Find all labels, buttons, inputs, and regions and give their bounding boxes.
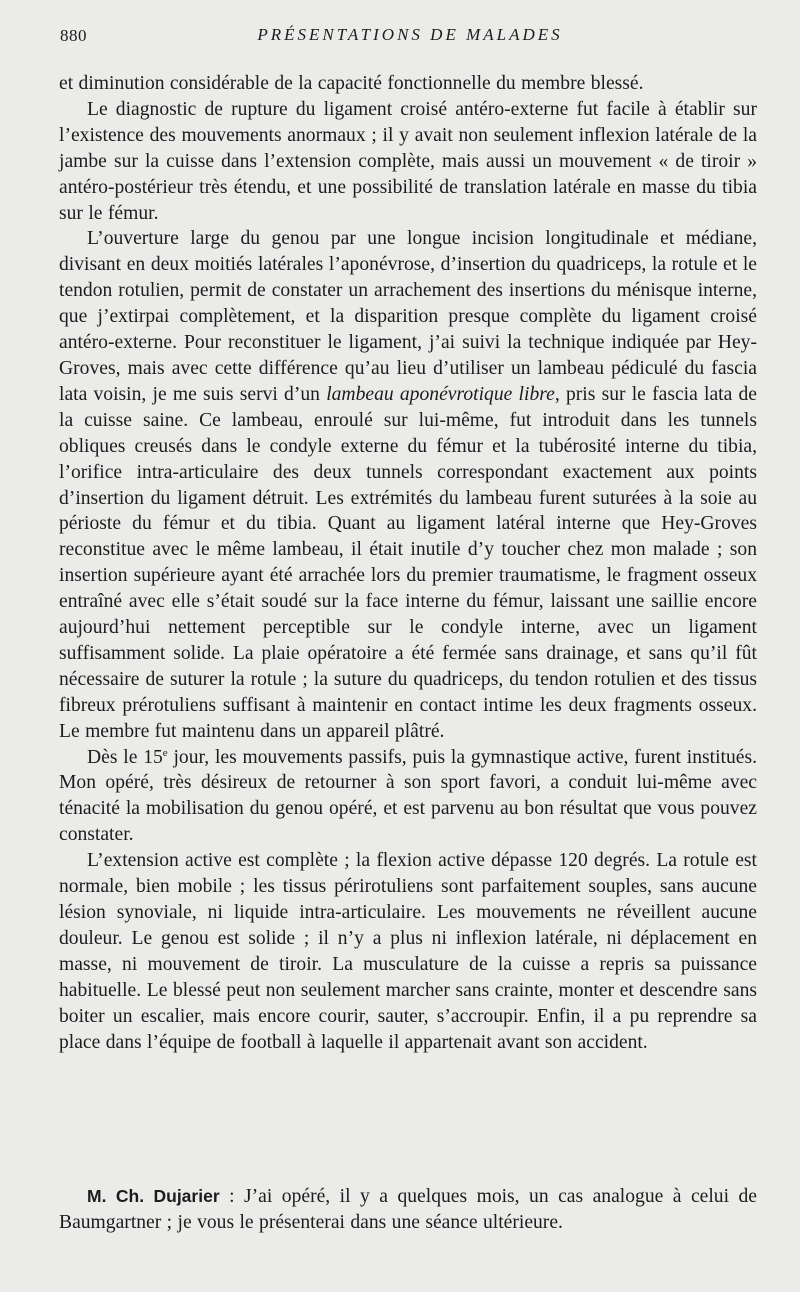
paragraph-rehabilitation (59, 745, 757, 849)
comment-text: : J’ai opéré, il y a quelques mois, un cas analogue à celui de Baumgartner ; je vous le présenterai dans une séance ultérieure. (59, 1186, 757, 1233)
ordinal-superscript: e (162, 746, 168, 759)
paragraph-continuation: et diminution considérable de la capacité fonctionnelle du membre blessé. (59, 73, 644, 94)
paragraph-result: L’extension active est complète ; la flexion active dépasse 120 degrés. La rotule est normale, bien mobile ; les tissus périrotuliens sont parfaitement souples, sans aucune lésion synoviale, ni liquide intra-articulaire. Les mouvements ne réveillent aucune douleur. Le genou est solide ; il n’y a plus ni inflexion latérale, ni déplacement en masse, ni mouvement de tiroir. La musculature de la cuisse a repris sa puissance habituelle. Le blessé peut non seulement marcher sans crainte, monter et descendre sans boiter un escalier, mais encore courir, sauter, s’accroupir. Enfin, il a pu reprendre sa place dans l’équipe de football à laquelle il appartenait avant son accident. (59, 850, 757, 1053)
paragraph-diagnostic: Le diagnostic de rupture du ligament croisé antéro-externe fut facile à établir sur l’existence des mouvements anormaux ; il y avait non seulement inflexion latérale de la jambe sur la cuisse dans l’extension complète, mais aussi un mouvement « de tiroir » antéro-postérieur très étendu, et une possibilité de translation latérale en masse du tibia sur le fémur. (59, 98, 757, 224)
body-text (59, 71, 757, 1055)
paragraph-operation-text-b: , pris sur le fascia lata de la cuisse saine. Ce lambeau, enroulé sur lui-même, fut introduit dans les tunnels obliques creusés dans le condyle externe du fémur et la tubérosité interne du tibia, l’orifice intra-articulaire des deux tunnels correspondant exactement aux points d’insertion du ligament détruit. Les extrémités du lambeau furent suturées à la soie au périoste du fémur et du tibia. Quant au ligament latéral interne que Hey-Groves reconstitue avec le même lambeau, il était inutile d’y toucher chez mon malade ; son insertion supérieure ayant été arrachée lors du premier traumatisme, le fragment osseux entraîné avec elle s’était soudé sur la face interne du fémur, laissant une saillie encore aujourd’hui nettement perceptible sur le condyle interne, avec un ligament suffisamment solide. La plaie opératoire a été fermée sans drainage, et sans qu’il fût nécessaire de suturer la rotule ; la suture du quadriceps, du tendon rotulien et des tissus fibreux prérotuliens suffisant à maintenir en contact intime les deux fragments osseux. Le membre fut maintenu dans un appareil plâtré. (59, 383, 757, 742)
running-title: PRÉSENTATIONS DE MALADES (257, 25, 563, 44)
discussion-comment (59, 1183, 757, 1236)
comment-paragraph (59, 1183, 757, 1236)
paragraph-operation (59, 226, 757, 744)
page-header (60, 22, 760, 52)
paragraph-rehabilitation-text-b: jour, les mouvements passifs, puis la gymnastique active, furent institués. Mon opéré, très désireux de retourner à son sport favori, a conduit lui-même avec ténacité la mobilisation du genou opéré, et est parvenu au bon résultat que vous pouvez constater. (59, 746, 757, 846)
paragraph-operation-text-a: L’ouverture large du genou par une longue incision longitudinale et médiane, divisant en deux moitiés latérales l’aponévrose, d’insertion du quadriceps, la rotule et le tendon rotulien, permit de constater un arrachement des insertions du ménisque interne, que j’extirpai complètement, et la disparition presque complète du ligament croisé antéro-externe. Pour reconstituer le ligament, j’ai suivi la technique indiquée par Hey-Groves, mais avec cette différence qu’au lieu d’utiliser un lambeau pédiculé du fascia lata voisin, je me suis servi d’un (59, 228, 757, 405)
speaker-name: M. Ch. Dujarier (87, 1186, 220, 1206)
paragraph-operation-italic: lambeau aponévrotique libre (326, 383, 555, 405)
paragraph-rehabilitation-text-a: Dès le 15 (87, 746, 163, 768)
page-number: 880 (60, 26, 87, 45)
